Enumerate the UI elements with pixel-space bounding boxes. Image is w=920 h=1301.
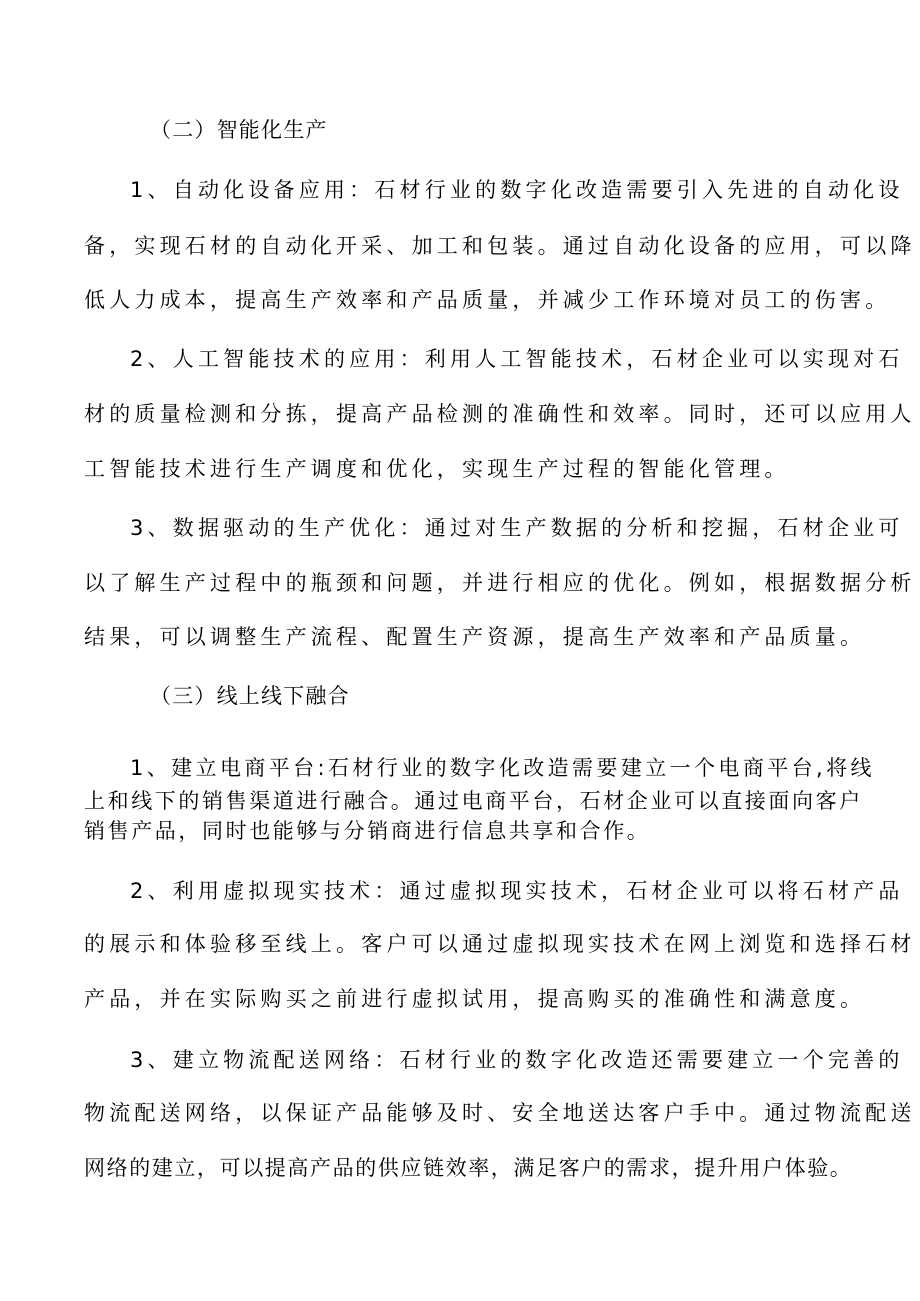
paragraph-line: 上和线下的销售渠道进行融合。通过电商平台，石材企业可以直接面向客户	[84, 789, 863, 813]
paragraph-line: 备，实现石材的自动化开采、加工和包装。通过自动化设备的应用，可以降	[84, 234, 916, 258]
paragraph-line: 2、人工智能技术的应用：利用人工智能技术，石材企业可以实现对石	[130, 347, 904, 371]
paragraph-line: 2、利用虚拟现实技术：通过虚拟现实技术，石材企业可以将石材产品	[130, 879, 904, 903]
section-heading-intelligent-production: （二）智能化生产	[150, 118, 328, 142]
paragraph-line: 材的质量检测和分拣，提高产品检测的准确性和效率。同时，还可以应用人	[84, 402, 916, 426]
paragraph-line: 物流配送网络，以保证产品能够及时、安全地送达客户手中。通过物流配送	[84, 1101, 916, 1125]
paragraph-line: 1、自动化设备应用：石材行业的数字化改造需要引入先进的自动化设	[130, 178, 904, 202]
section-heading-online-offline: （三）线上线下融合	[150, 684, 350, 708]
paragraph-line: 3、建立物流配送网络：石材行业的数字化改造还需要建立一个完善的	[130, 1048, 904, 1072]
paragraph-line: 以了解生产过程中的瓶颈和问题，并进行相应的优化。例如，根据数据分析	[84, 571, 916, 595]
paragraph-line: 低人力成本，提高生产效率和产品质量，并减少工作环境对员工的伤害。	[84, 288, 891, 312]
paragraph-line: 的展示和体验移至线上。客户可以通过虚拟现实技术在网上浏览和选择石材	[84, 932, 916, 956]
paragraph-line: 结果，可以调整生产流程、配置生产资源，提高生产效率和产品质量。	[84, 625, 866, 649]
paragraph-line: 3、数据驱动的生产优化：通过对生产数据的分析和挖掘，石材企业可	[130, 516, 904, 540]
paragraph-line: 1、建立电商平台:石材行业的数字化改造需要建立一个电商平台,将线	[130, 756, 875, 780]
paragraph-line: 产品，并在实际购买之前进行虚拟试用，提高购买的准确性和满意度。	[84, 987, 866, 1011]
paragraph-line: 网络的建立，可以提高产品的供应链效率，满足客户的需求，提升用户体验。	[84, 1156, 853, 1180]
paragraph-line: 销售产品，同时也能够与分销商进行信息共享和合作。	[84, 819, 651, 843]
paragraph-line: 工智能技术进行生产调度和优化，实现生产过程的智能化管理。	[84, 457, 790, 481]
